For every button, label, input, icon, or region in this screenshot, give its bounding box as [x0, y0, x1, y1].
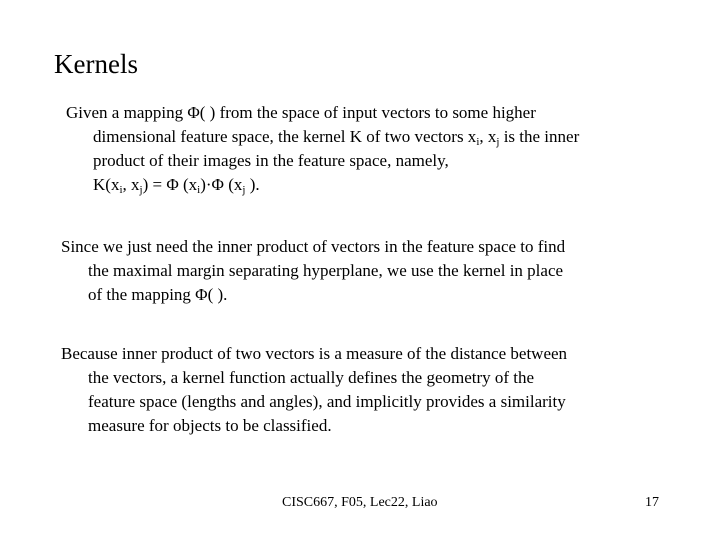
text-run: dimensional feature space, the kernel K of two vectors x: [93, 127, 477, 146]
subscript: i: [119, 184, 123, 196]
text-run: ).: [245, 175, 260, 194]
paragraph-line: [66, 125, 579, 149]
subscript: j: [496, 136, 500, 148]
kernel-formula: [66, 173, 579, 197]
paragraph-line: measure for objects to be classified.: [88, 416, 332, 435]
text-run: , x: [479, 127, 497, 146]
slide-title: Kernels: [54, 49, 138, 79]
paragraph-line: product of their images in the feature space, namely,: [93, 151, 449, 170]
text-run: is the inner: [499, 127, 580, 146]
subscript: j: [139, 184, 143, 196]
text-run: , x: [122, 175, 140, 194]
similarity-paragraph: [61, 342, 567, 438]
paragraph-line: Given a mapping Φ( ) from the space of input vectors to some higher: [66, 103, 536, 122]
subscript: j: [242, 184, 246, 196]
slide-footer: CISC667, F05, Lec22, Liao: [282, 495, 438, 510]
subscript: i: [476, 136, 480, 148]
paragraph-line: Since we just need the inner product of vectors in the feature space to find: [61, 237, 566, 256]
paragraph-line: the vectors, a kernel function actually defines the geometry of the: [88, 368, 535, 387]
page-number: 17: [645, 495, 659, 510]
paragraph-line: Because inner product of two vectors is a measure of the distance between: [61, 344, 568, 363]
kernel-definition-paragraph: [66, 101, 579, 197]
subscript: i: [197, 184, 201, 196]
paragraph-line: of the mapping Φ( ).: [88, 285, 228, 304]
paragraph-line: the maximal margin separating hyperplane, we use the kernel in place: [88, 261, 564, 280]
paragraph-line: feature space (lengths and angles), and implicitly provides a similarity: [88, 392, 566, 411]
text-run: )·Φ (x: [200, 175, 243, 194]
inner-product-paragraph: [61, 235, 565, 307]
text-run: ) = Φ (x: [142, 175, 198, 194]
text-run: K(x: [93, 175, 120, 194]
